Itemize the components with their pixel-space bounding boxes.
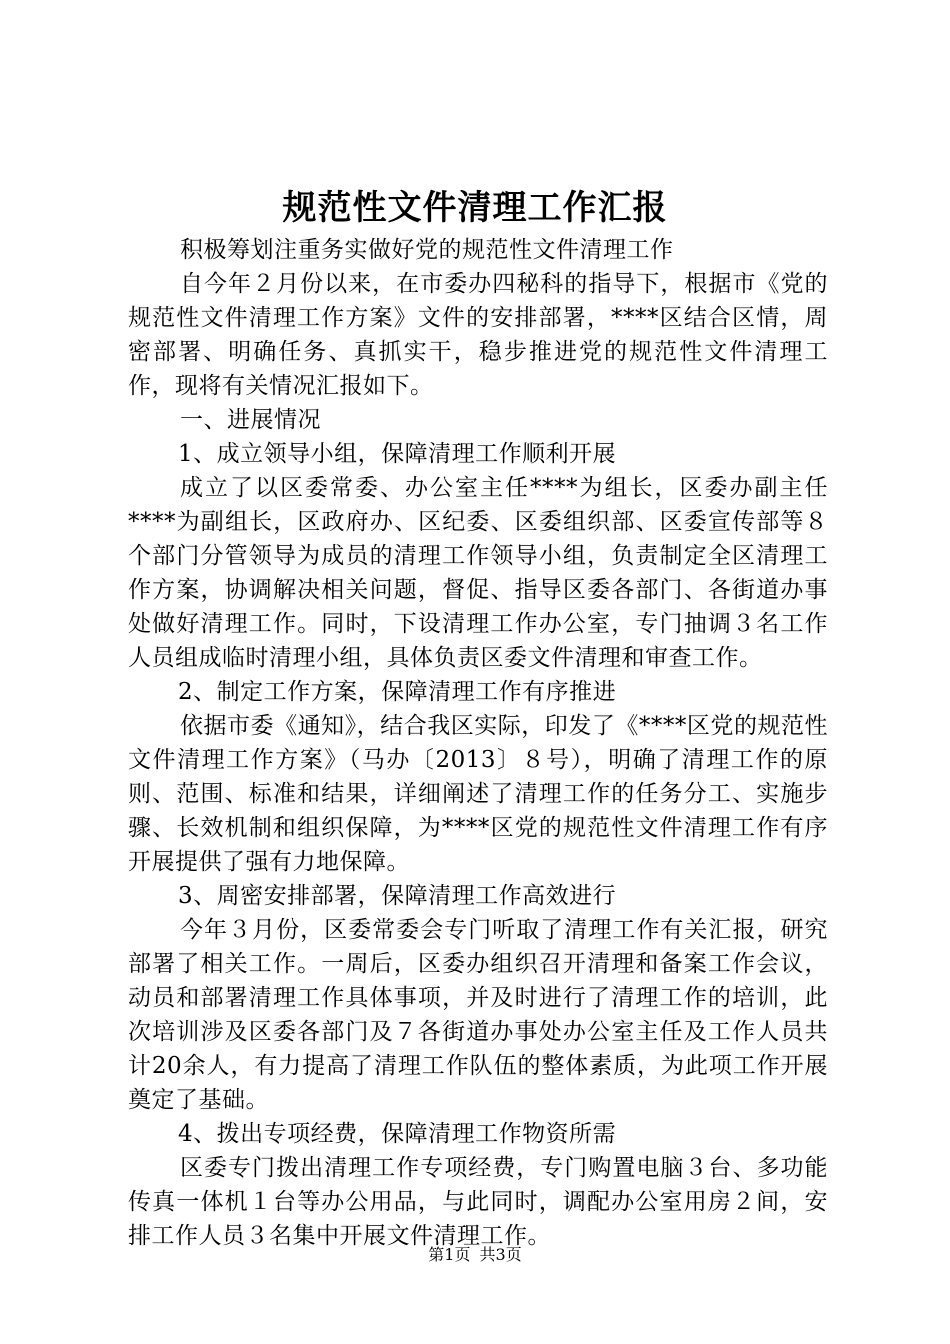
body-paragraph-1: 成立了以区委常委、办公室主任****为组长，区委办副主任****为副组长，区政府办、区纪委、区委组织部、区委宣传部等８个部门分管领导为成员的清理工作领导小组，负责制定全区清理工作方案，协调解决相关问题，督促、指导区委各部门、各街道办事处做好清理工作。同时，下设清理工作办公室，专门抽调３名工作人员组成临时清理小组，具体负责区委文件清理和审查工作。 bbox=[128, 475, 828, 671]
page-total: 共3页 bbox=[479, 1245, 522, 1264]
subsection-heading-1: 1、成立领导小组，保障清理工作顺利开展 bbox=[178, 441, 617, 467]
document-body bbox=[128, 233, 828, 1253]
subsection-heading-3: 3、周密安排部署，保障清理工作高效进行 bbox=[178, 883, 617, 909]
page-number: 第1页 bbox=[428, 1245, 471, 1264]
subsection-heading-2: 2、制定工作方案，保障清理工作有序推进 bbox=[178, 679, 617, 705]
document-title: 规范性文件清理工作汇报 bbox=[282, 188, 668, 228]
page-footer bbox=[0, 1244, 950, 1266]
intro-paragraph: 自今年２月份以来，在市委办四秘科的指导下，根据市《党的规范性文件清理工作方案》文件的安排部署，****区结合区情，周密部署、明确任务、真抓实干，稳步推进党的规范性文件清理工作，现将有关情况汇报如下。 bbox=[128, 271, 828, 399]
section-heading: 一、进展情况 bbox=[180, 407, 321, 433]
subsection-heading-4: 4、拨出专项经费，保障清理工作物资所需 bbox=[178, 1121, 617, 1147]
body-paragraph-2: 依据市委《通知》，结合我区实际，印发了《****区党的规范性文件清理工作方案》（马办〔2013〕８号），明确了清理工作的原则、范围、标准和结果，详细阐述了清理工作的任务分工、实施步骤、长效机制和组织保障，为****区党的规范性文件清理工作有序开展提供了强有力地保障。 bbox=[128, 713, 828, 875]
subtitle-paragraph: 积极筹划注重务实做好党的规范性文件清理工作 bbox=[180, 237, 674, 263]
body-paragraph-3: 今年３月份，区委常委会专门听取了清理工作有关汇报，研究部署了相关工作。一周后，区委办组织召开清理和备案工作会议，动员和部署清理工作具体事项，并及时进行了清理工作的培训，此次培训涉及区委各部门及７各街道办事处办公室主任及工作人员共计20余人，有力提高了清理工作队伍的整体素质，为此项工作开展奠定了基础。 bbox=[128, 917, 828, 1113]
body-paragraph-4: 区委专门拨出清理工作专项经费，专门购置电脑３台、多功能传真一体机１台等办公用品，与此同时，调配办公室用房２间，安排工作人员３名集中开展文件清理工作。 bbox=[128, 1155, 828, 1249]
